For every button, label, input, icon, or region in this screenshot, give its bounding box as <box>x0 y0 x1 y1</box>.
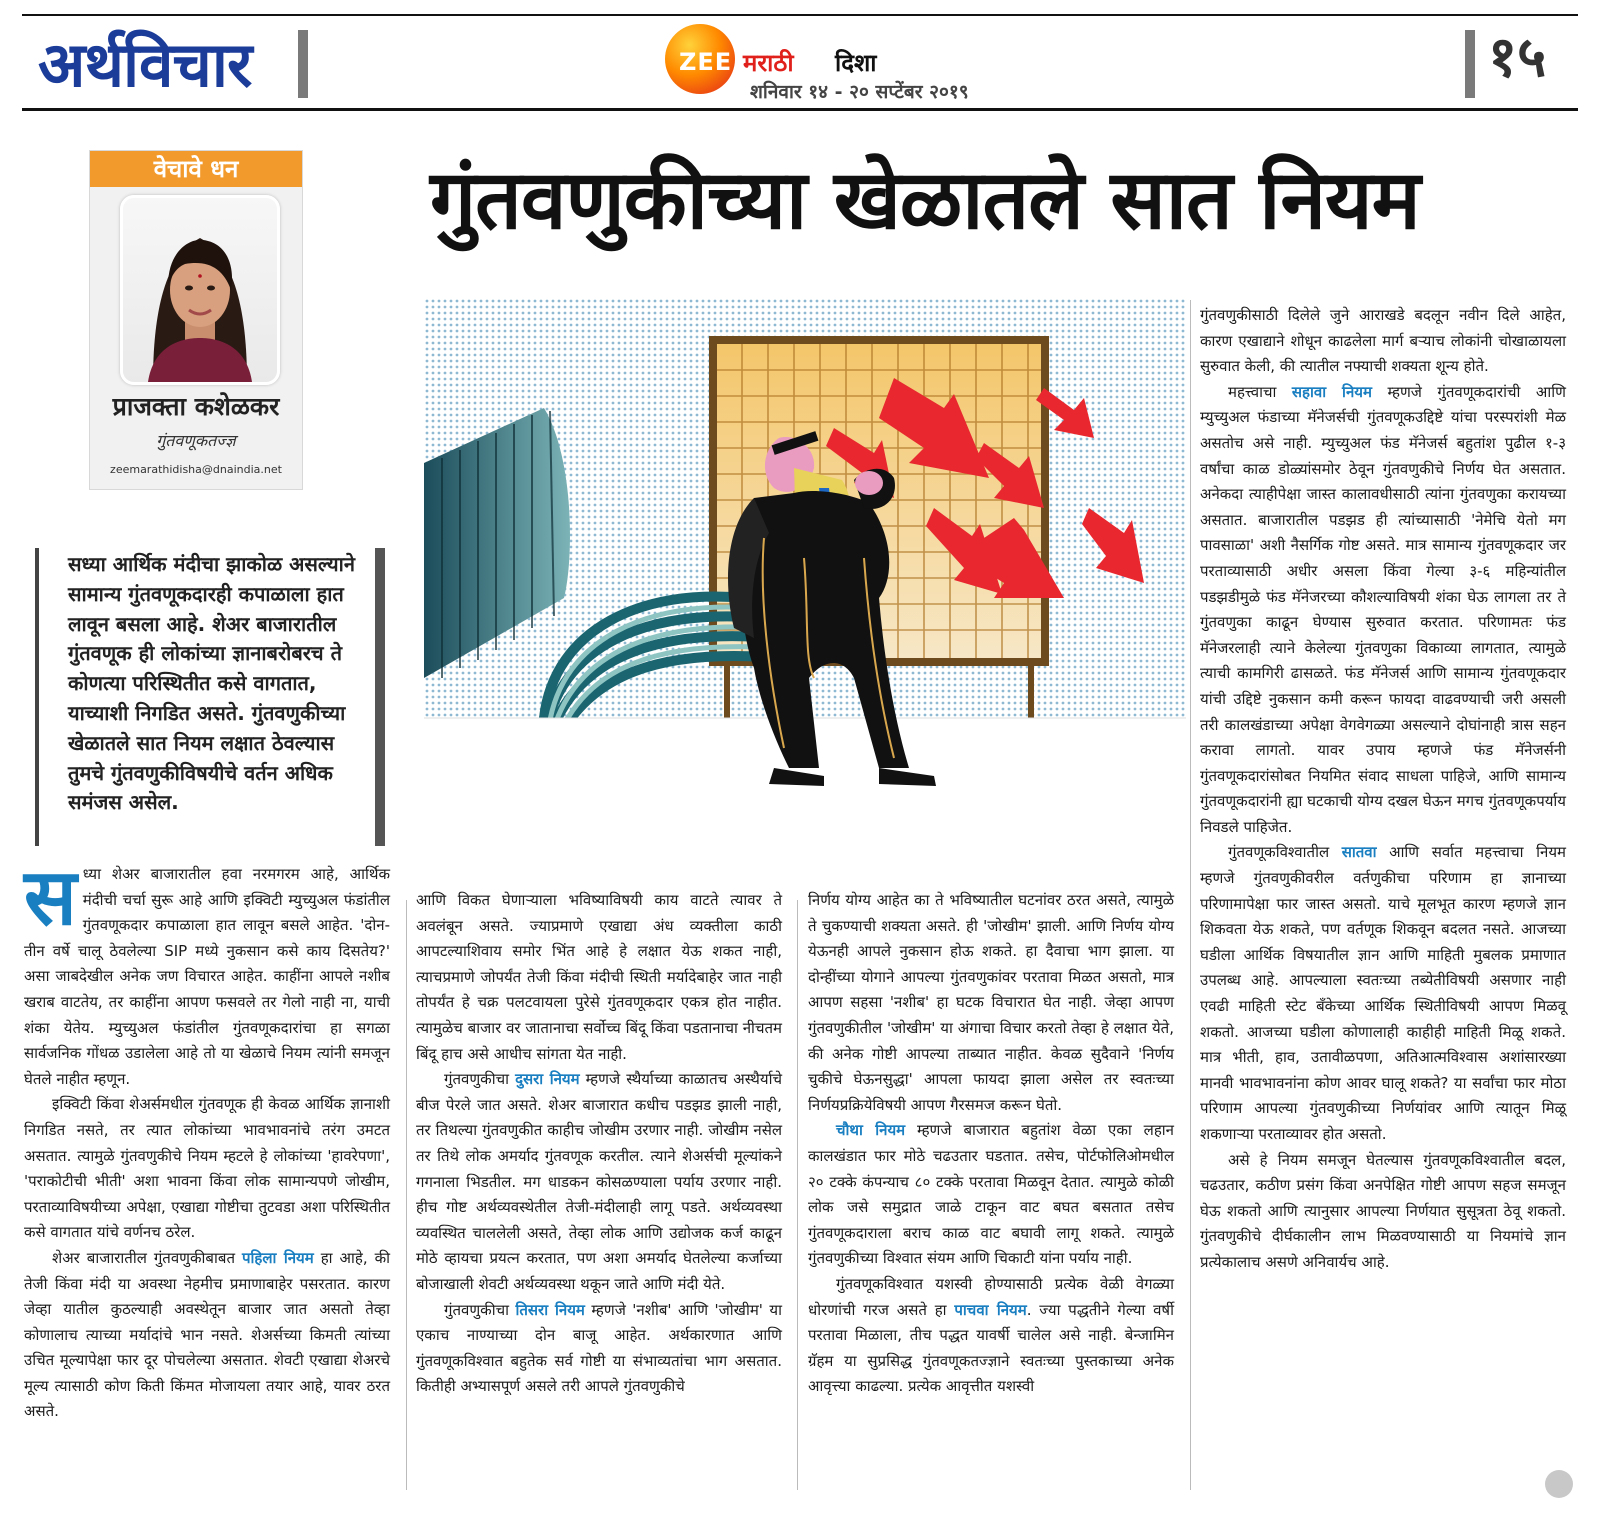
column-tag: वेचावे धन <box>90 151 302 187</box>
header-bottom-rule <box>22 108 1578 111</box>
col2-para-1: आणि विकत घेणाऱ्याला भविष्याविषयी काय वाटते त्यावर ते अवलंबून असते. ज्याप्रमाणे एखाद्या अंध व्यक्तीला काठी आपटल्याशिवाय समोर भिंत आहे हे लक्षात येऊ शकत नाही, त्याचप्रमाणे जोपर्यंत तेजी किंवा मंदीची स्थिती मर्यादेबाहेर जात नाही तोपर्यंत हे चक्र पलटवायला पुरेसे गुंतवणूकदार एकत्र होत नाहीत. त्यामुळेच बाजार वर जातानाचा सर्वोच्च बिंदू किंवा पडतानाचा नीचतम बिंदू हाच असे आधीच सांगता येत नाही. <box>416 891 782 1063</box>
page-number-divider <box>1465 30 1475 98</box>
col1-para-2: इक्विटी किंवा शेअर्समधील गुंतवणूक ही केवळ आर्थिक ज्ञानाशी निगडित नसते, तर त्यात लोकांच्या भावभावनांचे तरंग उमटत असतात. त्यामुळे गुंतवणुकीचे नियम म्हटले हे लोकांच्या 'हावरेपणा', 'पराकोटीची भीती' अशा भावना किंवा लोक सामान्यपणे जोखीम, परताव्याविषयीच्या अपेक्षा, एखाद्या गोष्टीचा तुटवडा अशा परिस्थितीत कसे वागतात यांचे वर्णनच ठरेल. <box>24 1095 390 1242</box>
header-top-rule <box>22 14 1578 16</box>
intro-right-rule <box>375 548 385 846</box>
col2-para-2: गुंतवणुकीचा दुसरा नियम म्हणजे स्थैर्याच्या काळातच अस्थैर्याचे बीज पेरले जात असते. शेअर बाजारात कधीच पडझड झाली नाही, तर तिथल्या गुंतवणुकीत काहीच जोखीम उरणार नाही. जोखीम नसेल तर तिथे लोक अमर्याद गुंतवणूक करतील. त्याने शेअर्सची मूल्यांकने गगनाला भिडतील. मग धाडकन कोसळण्याला पर्याय उरणार नाही. हीच गोष्ट अर्थव्यवस्थेतील तेजी-मंदीलाही लागू पडते. अर्थव्यवस्था व्यवस्थित चाललेली असते, तेव्हा लोक आणि उद्योजक कर्ज काढून मोठे व्हायचा प्रयत्न करतात, पण अशा अमर्याद घेतलेल्या कर्जाच्या बोजाखाली शेवटी अर्थव्यवस्था थकून जाते आणि मंदी येते. <box>416 1070 782 1293</box>
article-column-4 <box>1200 303 1566 1276</box>
col4-para-1: गुंतवणुकीसाठी दिलेले जुने आराखडे बदलून नवीन दिले आहेत, कारण एखाद्याने शोधून काढलेला मार्ग बऱ्याच लोकांनी चोखाळायला सुरुवात केली, की त्यातील नफ्याची शक्यता शून्य होते. <box>1200 306 1566 376</box>
col3-para-2: चौथा नियम म्हणजे बाजारात बहुतांश वेळा एका लहान कालखंडात फार मोठे चढउतार घडतात. तसेच, पोर्टफोलिओमधील २० टक्के कंपन्याच ८० टक्के परतावा मिळवून देतात. त्यामुळे कोळी लोक जसे समुद्रात जाळे टाकून वाट बघत बसतात तसेच गुंतवणूकदाराला बराच काळ वाट बघावी लागू शकते. त्यामुळे गुंतवणुकीच्या विश्वात संयम आणि चिकाटी यांना पर्याय नाही. <box>808 1121 1175 1268</box>
col1-para-1: ध्या शेअर बाजारातील हवा नरमगरम आहे, आर्थिक मंदीची चर्चा सुरू आहे आणि इक्विटी म्युच्युअल फंडांतील गुंतवणूकदार कपाळाला हात लावून बसले आहेत. 'दोन-तीन वर्षे चालू ठेवलेल्या SIP मध्ये नुकसान कसे काय दिसतेय?' असा जाबदेखील अनेक जण विचारत आहेत. काहींना आपले नशीब खराब वाटतेय, तर काहींना आपण फसवले तर गेलो नाही ना, याची शंका येतेय. म्युच्युअल फंडांतील गुंतवणूकदारांचा हा सगळा सार्वजनिक गोंधळ उडालेला आहे तो या खेळाचे नियम त्यांनी समजून घेतले नाहीत म्हणून. <box>24 865 390 1088</box>
col2-para-3: गुंतवणुकीचा तिसरा नियम म्हणजे 'नशीब' आणि 'जोखीम' या एकाच नाण्याच्या दोन बाजू आहेत. अर्थकारणात आणि गुंतवणूकविश्वात बहुतेक सर्व गोष्टी या संभाव्यतांचा भाग असतात. कितीही अभ्यासपूर्ण असले तरी आपले गुंतवणुकीचे <box>416 1300 782 1396</box>
col4-para-2: महत्त्वाचा सहावा नियम म्हणजे गुंतवणूकदारांची आणि म्युच्युअल फंडाच्या मॅनेजर्सची गुंतवणूकउद्दिष्टे यांचा परस्परांशी मेळ असतोच असे नाही. म्युच्युअल फंड मॅनेजर्स बहुतांश पुढील १-३ वर्षांचा काळ डोळ्यांसमोर ठेवून गुंतवणुकीचे निर्णय घेत असतात. अनेकदा त्याहीपेक्षा जास्त कालावधीसाठी त्यांना गुंतवणुका करायच्या असतात. बाजारातील पडझड ही त्यांच्यासाठी 'नेमेचि येतो मग पावसाळा' अशी नैसर्गिक गोष्ट असते. मात्र सामान्य गुंतवणूकदार जर परताव्यासाठी अधीर असला किंवा गेल्या ३-६ महिन्यांतील पडझडीमुळे फंड मॅनेजरच्या कौशल्याविषयी शंका घेऊ लागला तर ते गुंतवणुका काढून घेण्यास सुरुवात करतात. परिणामतः फंड मॅनेजरलाही त्याने केलेल्या गुंतवणुका विकाव्या लागतात, त्यामुळे त्याची कामगिरी ढासळते. फंड मॅनेजर्स आणि सामान्य गुंतवणूकदार यांची उद्दिष्टे नुकसान कमी करून फायदा वाढवण्याची जरी असली तरी कालखंडाच्या अपेक्षा वेगवेगळ्या असल्याने दोघांनाही त्रास सहन करावा लागतो. यावर उपाय म्हणजे फंड मॅनेजर्सनी गुंतवणूकदारांसोबत नियमित संवाद साधला पाहिजे, आणि सामान्य गुंतवणूकदारांनी ह्या घटकाची योग्य दखल घेऊन मगच गुंतवणूकपर्याय निवडले पाहिजेत. <box>1200 382 1566 836</box>
rule-four-highlight: चौथा नियम <box>836 1121 906 1140</box>
col4-para-3: गुंतवणूकविश्वातील सातवा आणि सर्वात महत्त्वाचा नियम म्हणजे गुंतवणुकीवरील वर्तणुकीचा परिणाम हा ज्ञानाच्या परिणामापेक्षा फार जास्त असतो. याचे मूलभूत कारण म्हणजे ज्ञान शिकवता येऊ शकते, पण वर्तणूक शिकवून बदलत नसते. आजच्या घडीला आर्थिक विषयातील ज्ञान आणि माहिती मुबलक प्रमाणात उपलब्ध आहे. आपल्याला स्वतःच्या तब्येतीविषयी असणार नाही एवढी माहिती स्टेट बँकेच्या आर्थिक स्थितीविषयी आपण मिळवू शकतो. आजच्या घडीला कोणालाही काहीही माहिती मिळू शकते. मात्र भीती, हाव, उतावीळपणा, अतिआत्मविश्वास अशांसारख्या मानवी भावभावनांना कोण आवर घालू शकते? या सर्वांचा फार मोठा परिणाम आपल्या गुंतवणुकीच्या निर्णयांवर आणि त्यातून मिळू शकणाऱ्या परताव्यावर होत असतो. <box>1200 843 1566 1143</box>
article-column-2 <box>416 888 782 1400</box>
corner-dot <box>1545 1470 1573 1498</box>
author-email: zeemarathidisha@dnaindia.net <box>110 463 282 476</box>
business-man-illustration <box>424 298 1186 810</box>
article-column-3 <box>808 888 1174 1400</box>
rule-seven-highlight: सातवा <box>1341 843 1377 862</box>
issue-date: शनिवार १४ - २० सप्टेंबर २०१९ <box>750 81 969 103</box>
col3-para-3: गुंतवणूकविश्वात यशस्वी होण्यासाठी प्रत्येक वेळी वेगळ्या धोरणांची गरज असते हा पाचवा नियम. ज्या पद्धतीने गेल्या वर्षी परतावा मिळाला, तीच पद्धत यावर्षी चालेल असे नाही. बेन्जामिन ग्रॅहम या सुप्रसिद्ध गुंतवणूकतज्ज्ञाने स्वतःच्या पुस्तकाच्या अनेक आवृत्त्या काढल्या. प्रत्येक आवृत्तीत यशस्वी <box>808 1274 1174 1396</box>
column-rule-1 <box>406 900 407 1490</box>
rule-five-highlight: पाचवा नियम <box>954 1300 1027 1319</box>
intro-left-rule <box>35 548 39 846</box>
section-title: अर्थविचार <box>38 28 252 101</box>
rule-three-highlight: तिसरा नियम <box>515 1300 585 1319</box>
author-box <box>89 150 303 490</box>
article-illustration <box>424 298 1186 810</box>
intro-text: सध्या आर्थिक मंदीचा झाकोळ असल्याने सामान्य गुंतवणूकदारही कपाळाला हात लावून बसला आहे. शेअर बाजारातील गुंतवणूक ही लोकांच्या ज्ञानाबरोबरच ते कोणत्या परिस्थितीत कसे वागतात, याच्याशी निगडित असते. गुंतवणुकीच्या खेळातले सात नियम लक्षात ठेवल्यास तुमचे गुंतवणुकीविषयीचे वर्तन अधिक समंजस असेल. <box>68 552 355 815</box>
rule-six-highlight: सहावा नियम <box>1291 382 1372 401</box>
rule-two-highlight: दुसरा नियम <box>515 1070 580 1089</box>
masthead-logo <box>665 24 1005 104</box>
article-column-1 <box>24 853 390 1425</box>
headline: गुंतवणुकीच्या खेळातले सात नियम <box>430 153 1420 248</box>
col4-para-4: असे हे नियम समजून घेतल्यास गुंतवणूकविश्वातील बदल, चढउतार, कठीण प्रसंग किंवा अनपेक्षित गोष्टी आपण सहज समजून घेऊ शकतो आणि त्यानुसार आपल्या निर्णयात सुसूत्रता ठेवू शकतो. गुंतवणुकीचे दीर्घकालीन लाभ मिळवण्यासाठी या नियमांचे ज्ञान प्रत्येकालाच असणे अनिवार्यच आहे. <box>1200 1150 1566 1271</box>
logo-zee-text: ZEE <box>679 48 733 76</box>
author-name: प्राजक्ता कशेळकर <box>112 392 280 421</box>
logo-marathi-text: मराठी <box>743 49 794 77</box>
rule-one-highlight: पहिला नियम <box>241 1248 314 1267</box>
col3-para-1: निर्णय योग्य आहेत का ते भविष्यातील घटनांवर ठरत असते, त्यामुळे ते चुकण्याची शक्यता असते. ही 'जोखीम' झाली. आणि निर्णय योग्य येऊनही आपले नुकसान होऊ शकते. हा दैवाचा भाग झाला. या दोन्हींच्या योगाने आपल्या गुंतवणुकांवर परतावा मिळत असतो, मात्र आपण सहसा 'नशीब' हा घटक विचारात घेत नाही. जेव्हा आपण गुंतवणुकीतील 'जोखीम' या अंगाचा विचार करतो तेव्हा हे लक्षात येते, की अनेक गोष्टी आपल्या ताब्यात नाहीत. केवळ सुदैवाने 'निर्णय चुकीचे घेऊनसुद्धा' आपला फायदा झाला असेल तर स्वतःच्या निर्णयप्रक्रियेविषयी आपण गैरसमज करून घेतो. <box>808 891 1174 1114</box>
col1-para-3: शेअर बाजारातील गुंतवणुकीबाबत पहिला नियम हा आहे, की तेजी किंवा मंदी या अवस्था नेहमीच प्रमाणाबाहेर पसरतात. कारण जेव्हा यातील कुठल्याही अवस्थेतून बाजार जात असतो तेव्हा कोणालाच त्याच्या मर्यादांचे भान नसते. शेअर्सच्या किमती त्यांच्या उचित मूल्यापेक्षा फार दूर पोचलेल्या असतात. शेवटी एखाद्या शेअरचे मूल्य त्यासाठी कोण किती किंमत मोजायला तयार आहे, यावर ठरत असते. <box>24 1248 390 1421</box>
author-role: गुंतवणूकतज्ज्ञ <box>156 431 236 450</box>
column-rule-3 <box>1190 300 1191 1490</box>
logo-disha-text: दिशा <box>835 49 877 77</box>
author-photo <box>120 195 280 385</box>
page-number: १५ <box>1488 25 1547 90</box>
section-divider <box>298 30 308 98</box>
drop-cap: स <box>24 853 77 943</box>
column-rule-2 <box>797 900 798 1490</box>
